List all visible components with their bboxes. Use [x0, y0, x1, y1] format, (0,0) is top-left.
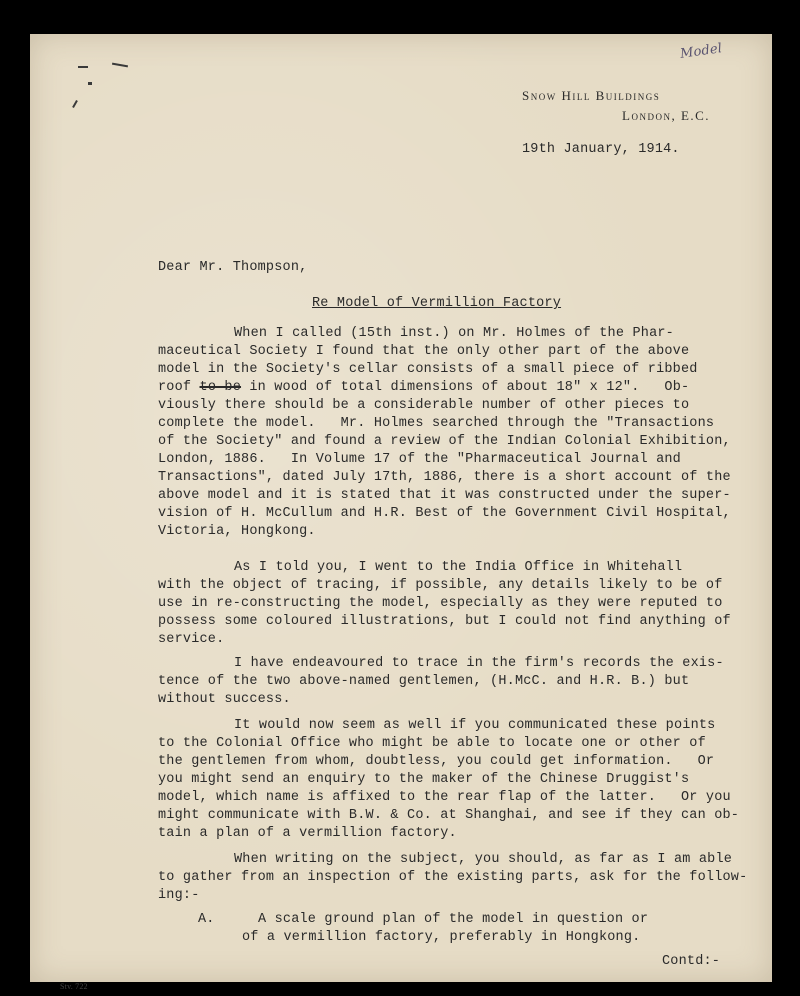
text-line: the gentlemen from whom, doubtless, you could get information. Or — [158, 754, 715, 769]
footer-code: Stv. 722 — [60, 982, 88, 991]
text-fragment: in wood of total dimensions of about 18" x 12". Ob- — [241, 380, 690, 395]
continued-marker: Contd:- — [662, 954, 721, 969]
salutation: Dear Mr. Thompson, — [158, 260, 308, 275]
item-label: A. — [198, 912, 215, 927]
text-line: maceutical Society I found that the only other part of the above — [158, 344, 690, 359]
text-line: to the Colonial Office who might be able to locate one or other of — [158, 736, 706, 751]
text-line: with the object of tracing, if possible, any details likely to be of — [158, 578, 723, 593]
text-line: I have endeavoured to trace in the firm's records the exis- — [234, 656, 724, 671]
text-line: to gather from an inspection of the existing parts, ask for the follow- — [158, 870, 748, 885]
text-line: When writing on the subject, you should, as far as I am able — [234, 852, 733, 867]
letter-page — [30, 34, 772, 991]
text-line: As I told you, I went to the India Office in Whitehall — [234, 560, 683, 575]
text-line: service. — [158, 632, 225, 647]
address-line-1: Snow Hill Buildings — [522, 88, 661, 103]
text-line: possess some coloured illustrations, but I could not find anything of — [158, 614, 731, 629]
text-line: above model and it is stated that it was constructed under the super- — [158, 488, 731, 503]
text-line: vision of H. McCullum and H.R. Best of the Government Civil Hospital, — [158, 506, 731, 521]
text-line — [158, 380, 689, 395]
text-line: use in re-constructing the model, especially as they were reputed to — [158, 596, 723, 611]
text-line: without success. — [158, 692, 291, 707]
text-line: It would now seem as well if you communicated these points — [234, 718, 716, 733]
text-line: Transactions", dated July 17th, 1886, there is a short account of the — [158, 470, 731, 485]
text-line: viously there should be a considerable number of other pieces to — [158, 398, 690, 413]
text-line: ing:- — [158, 888, 200, 903]
text-line: tence of the two above-named gentlemen, (H.McC. and H.R. B.) but — [158, 674, 690, 689]
text-line: tain a plan of a vermillion factory. — [158, 826, 457, 841]
text-line: might communicate with B.W. & Co. at Shanghai, and see if they can ob- — [158, 808, 740, 823]
text-line: model, which name is affixed to the rear flap of the latter. Or you — [158, 790, 731, 805]
text-fragment: roof — [158, 380, 200, 395]
text-line: you might send an enquiry to the maker of the Chinese Druggist's — [158, 772, 690, 787]
subject-line: Re Model of Vermillion Factory — [312, 296, 562, 311]
text-line: model in the Society's cellar consists of a small piece of ribbed — [158, 362, 698, 377]
text-line: A scale ground plan of the model in question or — [258, 912, 649, 927]
address-line-2: London, E.C. — [622, 108, 711, 123]
text-line: of a vermillion factory, preferably in Hongkong. — [242, 930, 641, 945]
handwritten-annotation: Model — [679, 41, 724, 62]
text-line: of the Society" and found a review of the Indian Colonial Exhibition, — [158, 434, 731, 449]
text-line: complete the model. Mr. Holmes searched through the "Transactions — [158, 416, 715, 431]
struck-text: to be — [199, 380, 242, 395]
letter-date: 19th January, 1914. — [522, 142, 680, 157]
text-line: When I called (15th inst.) on Mr. Holmes of the Phar- — [234, 326, 674, 341]
text-line: London, 1886. In Volume 17 of the "Pharmaceutical Journal and — [158, 452, 681, 467]
text-line: Victoria, Hongkong. — [158, 524, 316, 539]
